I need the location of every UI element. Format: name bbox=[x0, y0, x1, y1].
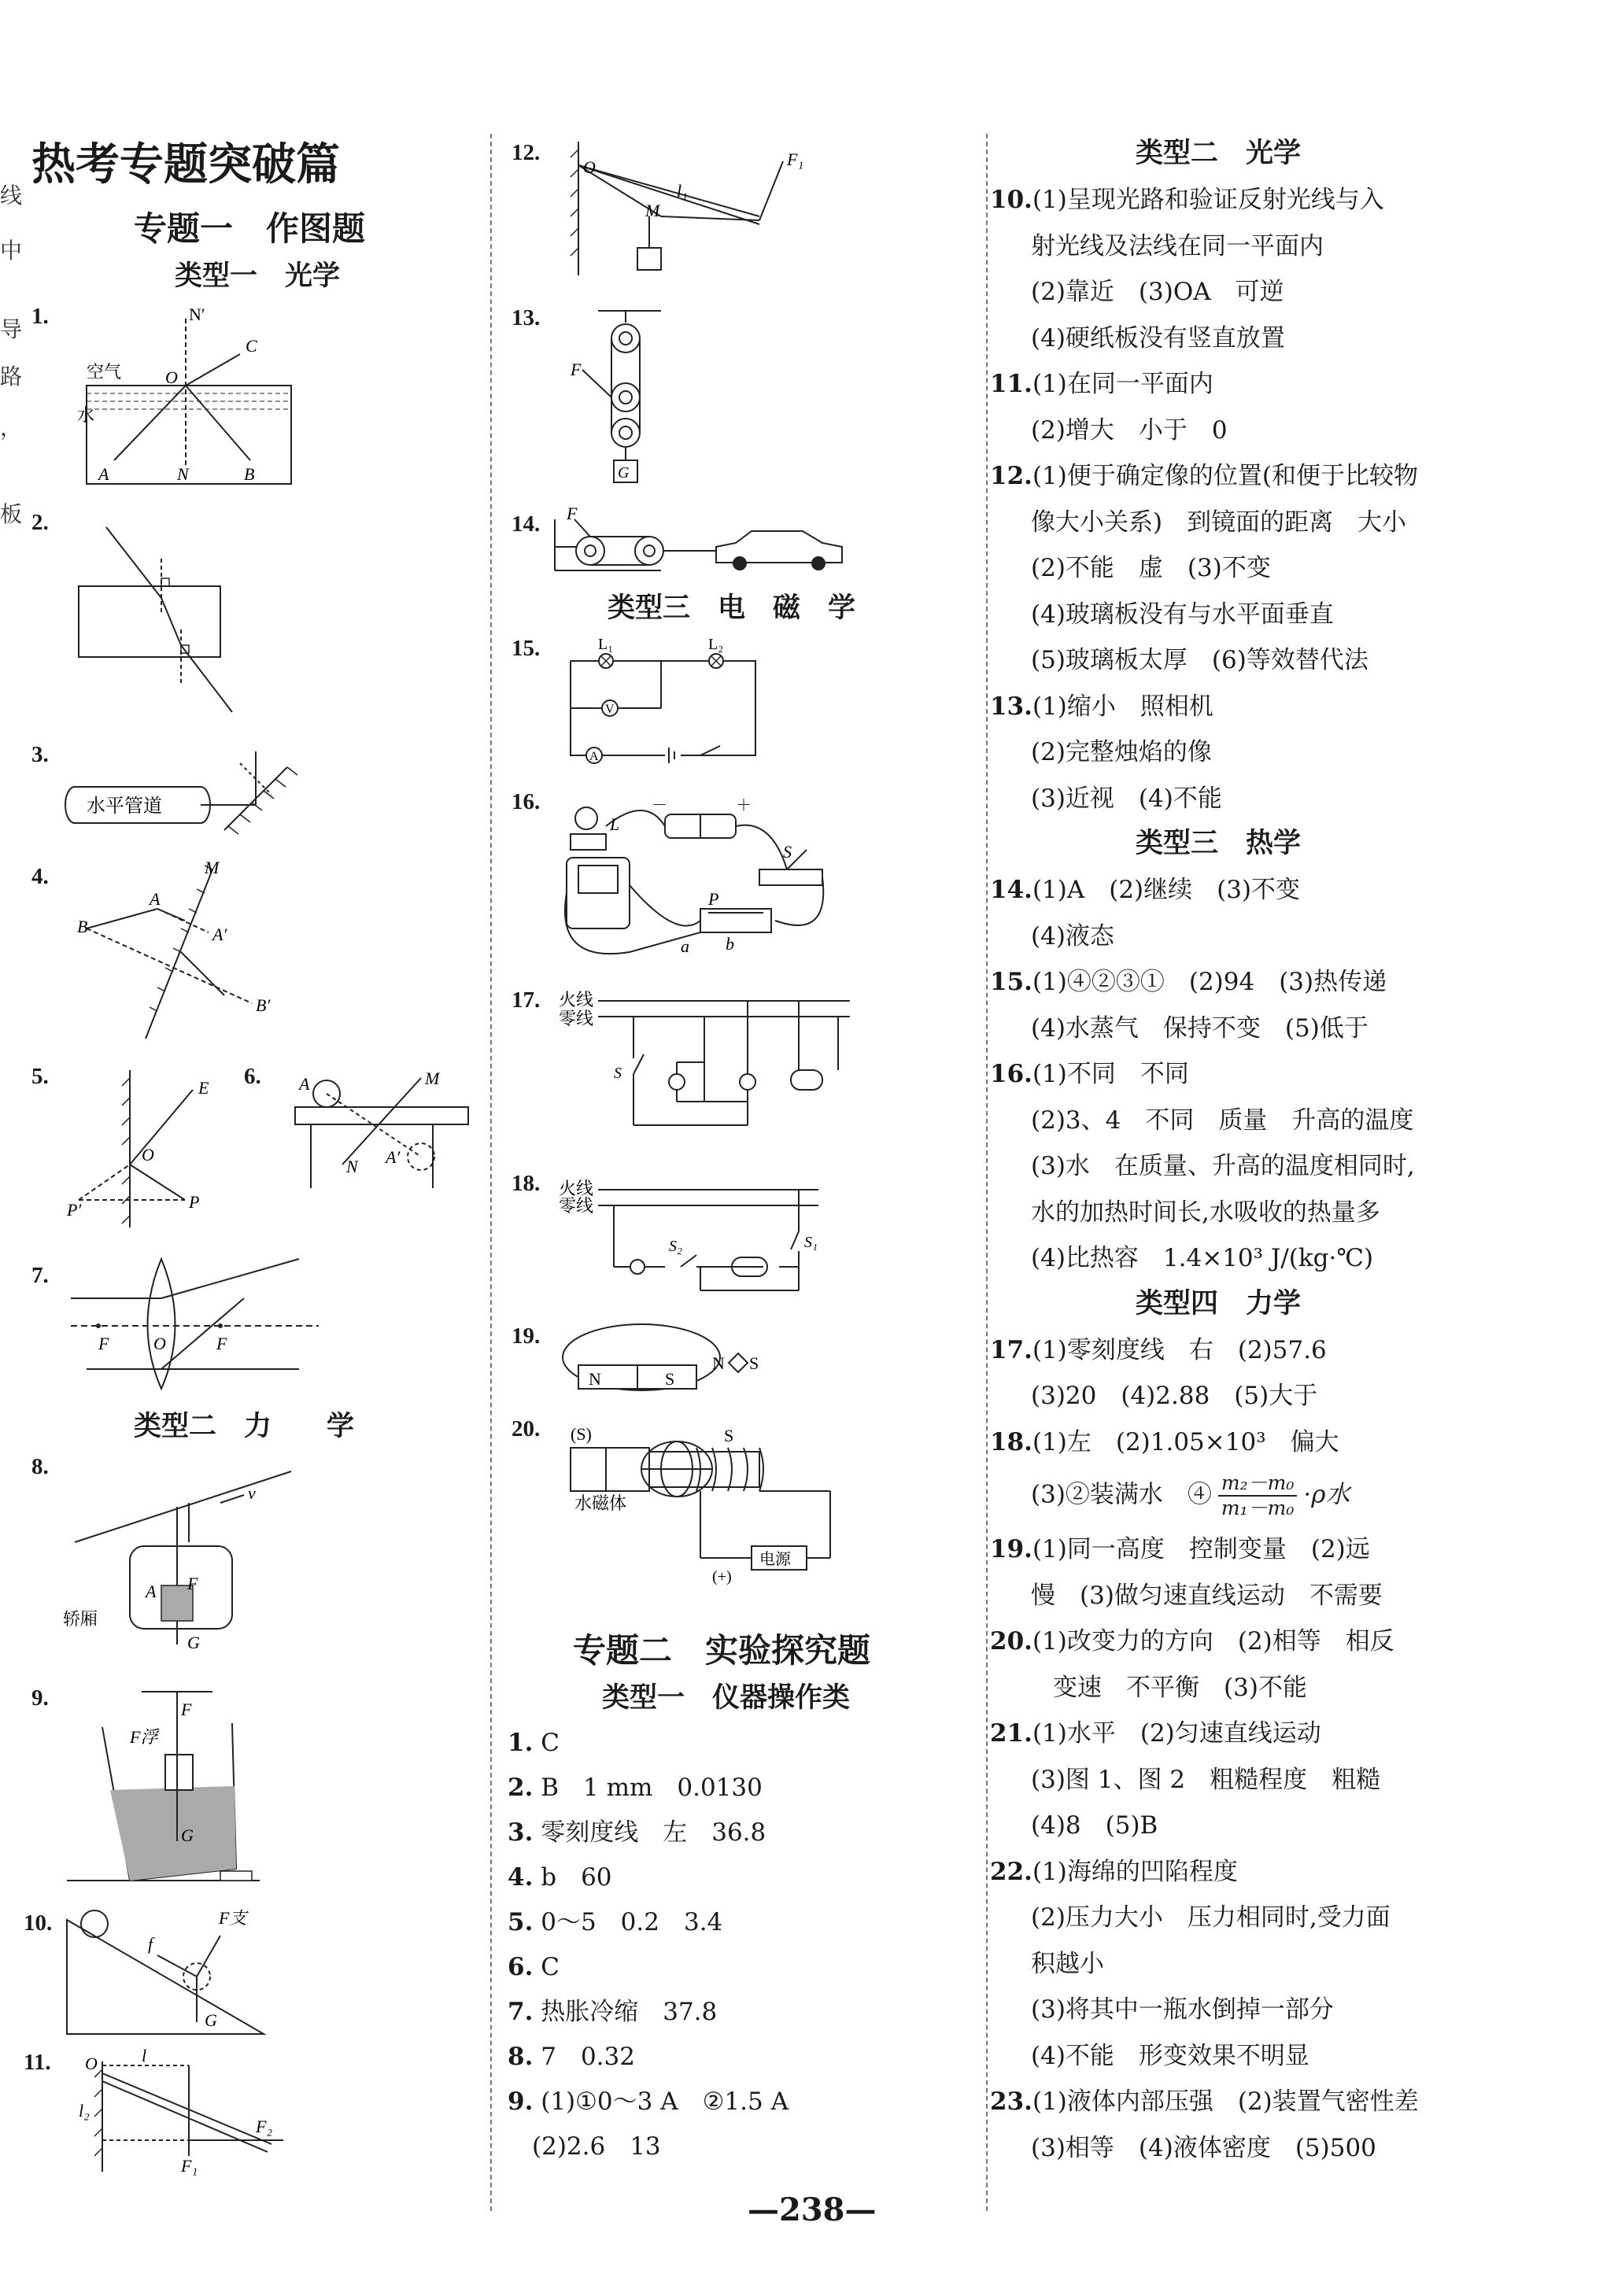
answer-text: (1)④②③① (2)94 (3)热传递 bbox=[1032, 968, 1387, 996]
figure-18-household-circuit bbox=[559, 1165, 826, 1298]
label-n: N bbox=[177, 464, 189, 484]
label-plus: (+) bbox=[712, 1568, 732, 1585]
answer-fraction-line bbox=[1031, 1471, 1350, 1520]
label-o: O bbox=[153, 1334, 166, 1353]
label-m: M bbox=[425, 1069, 440, 1088]
answer-number: 3. bbox=[508, 1818, 534, 1847]
label-p: P bbox=[708, 889, 719, 909]
answer-line bbox=[990, 177, 1384, 223]
answer-line bbox=[1031, 1373, 1317, 1419]
edge-fragment: 线 bbox=[0, 183, 23, 209]
answer-text: (1)液体内部压强 (2)装置气密性差 bbox=[1032, 2087, 1419, 2116]
answer-text: (1)A (2)继续 (3)不变 bbox=[1032, 876, 1301, 904]
label-f-buoy: F浮 bbox=[130, 1727, 158, 1747]
label-l1: l₁ bbox=[677, 181, 688, 201]
label-v: v bbox=[248, 1483, 256, 1503]
fraction-denominator: m₁－m₀ bbox=[1221, 1497, 1295, 1519]
label-n: N bbox=[589, 1369, 601, 1389]
figure-6-table-mirror bbox=[287, 1062, 476, 1204]
answer-text: (4)比热容 1.4×10³ J/(kg·℃) bbox=[1031, 1244, 1374, 1272]
label-l2: l₂ bbox=[79, 2101, 90, 2121]
answer-number: 10. bbox=[990, 186, 1032, 214]
answer-text: (4)液态 bbox=[1031, 921, 1114, 951]
answer-text: (2)不能 虚 (3)不变 bbox=[1031, 554, 1271, 582]
answer-line bbox=[1031, 408, 1228, 453]
answer-text: b 60 bbox=[533, 1863, 612, 1892]
label-water: 水 bbox=[77, 405, 95, 425]
label-c: C bbox=[246, 336, 257, 356]
answer-number: 7. bbox=[508, 1998, 534, 2026]
answer-number: 15. bbox=[990, 968, 1032, 996]
answer-number: 14. bbox=[990, 876, 1032, 904]
answer-row bbox=[508, 1720, 560, 1766]
answer-number: 11. bbox=[990, 370, 1032, 398]
label-air: 空气 bbox=[87, 362, 122, 382]
question-number: 1. bbox=[31, 304, 49, 329]
question-number: 4. bbox=[31, 864, 49, 889]
answer-line bbox=[990, 1051, 1189, 1097]
label-a: A bbox=[150, 889, 161, 909]
answer-number: 18. bbox=[990, 1427, 1032, 1456]
label-f: F bbox=[181, 1700, 192, 1719]
answer-text: (1)同一高度 控制变量 (2)远 bbox=[1032, 1535, 1370, 1563]
answer-text: 零刻度线 左 36.8 bbox=[533, 1818, 766, 1847]
label-f-support: F支 bbox=[219, 1908, 247, 1928]
page-title: 热考专题突破篇 bbox=[31, 139, 340, 190]
question-number: 3. bbox=[31, 742, 49, 767]
topic2-heading: 专题二 实验探究题 bbox=[573, 1631, 871, 1670]
answer-text: (1)呈现光路和验证反射光线与入 bbox=[1032, 186, 1384, 214]
answer-number: 2. bbox=[508, 1774, 534, 1802]
answer-line bbox=[1031, 1987, 1334, 2032]
label-o: O bbox=[142, 1145, 154, 1165]
answer-line bbox=[1031, 1006, 1368, 1051]
answer-line bbox=[990, 2079, 1419, 2124]
question-number: 10. bbox=[24, 1910, 53, 1936]
answer-text: (4)玻璃板没有与水平面垂直 bbox=[1031, 600, 1334, 629]
answer-text: B 1 mm 0.0130 bbox=[533, 1774, 763, 1802]
figure-17-household-circuit bbox=[559, 984, 858, 1141]
figure-13-pulley bbox=[559, 303, 677, 492]
label-plus: ＋ bbox=[736, 797, 752, 814]
type1-heading: 类型一 光学 bbox=[175, 260, 341, 292]
answer-line bbox=[1031, 2125, 1376, 2171]
type-a-heading: 类型一 仪器操作类 bbox=[602, 1681, 851, 1714]
answer-tail: ·ρ水 bbox=[1303, 1480, 1350, 1509]
answer-text: (1)在同一平面内 bbox=[1032, 370, 1213, 398]
figure-2-glass-block bbox=[71, 511, 252, 716]
question-number: 14. bbox=[512, 511, 541, 537]
answer-number: 5. bbox=[508, 1908, 534, 1936]
label-a-prime: A′ bbox=[386, 1147, 401, 1167]
figure-19-magnet bbox=[559, 1314, 779, 1401]
label-b: B bbox=[77, 917, 88, 936]
label-s2: S₂ bbox=[669, 1238, 682, 1255]
section-heading: 类型四 力学 bbox=[1136, 1286, 1302, 1320]
label-o: O bbox=[85, 2054, 98, 2073]
answer-number: 23. bbox=[990, 2087, 1032, 2116]
answer-text: (5)玻璃板太厚 (6)等效替代法 bbox=[1031, 646, 1368, 674]
question-number: 11. bbox=[24, 2050, 51, 2075]
label-minus: － bbox=[652, 797, 667, 814]
label-o: O bbox=[165, 367, 178, 387]
answer-text: (1)①0～3 A ②1.5 A bbox=[533, 2087, 789, 2116]
label-l2: L₂ bbox=[708, 636, 724, 653]
answer-text: (1)便于确定像的位置(和便于比较物 bbox=[1032, 462, 1418, 490]
answer-text: (1)海绵的凹陷程度 bbox=[1032, 1857, 1238, 1886]
answer-number: 6. bbox=[508, 1953, 534, 1981]
label-l: l bbox=[142, 2046, 147, 2065]
answer-text: (1)零刻度线 右 (2)57.6 bbox=[1032, 1335, 1327, 1364]
figure-20-electromagnet bbox=[563, 1416, 862, 1589]
section-heading: 类型二 光学 bbox=[1136, 137, 1302, 169]
answer-text: (4)水蒸气 保持不变 (5)低于 bbox=[1031, 1013, 1368, 1043]
answer-text: (4)8 (5)B bbox=[1031, 1811, 1158, 1840]
label-m: M bbox=[645, 201, 660, 220]
answer-line bbox=[1031, 1098, 1413, 1143]
label-f: F bbox=[567, 504, 578, 523]
answer-row bbox=[508, 1899, 722, 1945]
answer-text: (2)压力大小 压力相同时,受力面 bbox=[1031, 1903, 1391, 1932]
label-f2: F₂ bbox=[256, 2117, 273, 2136]
label-p-prime: P′ bbox=[67, 1200, 82, 1220]
answer-line bbox=[1031, 1573, 1383, 1619]
answer-text: (3)②装满水 ④ bbox=[1031, 1480, 1212, 1509]
label-power: 电源 bbox=[759, 1551, 791, 1568]
label-n-prime: N′ bbox=[189, 305, 205, 324]
pipe-label: 水平管道 bbox=[87, 796, 162, 817]
answer-text: 水的加热时间长,水吸收的热量多 bbox=[1031, 1198, 1380, 1227]
label-p: P bbox=[189, 1192, 200, 1212]
edge-fragment: ， bbox=[0, 415, 23, 441]
answer-text: (3)水 在质量、升高的温度相同时, bbox=[1031, 1152, 1415, 1180]
label-s: S bbox=[783, 842, 792, 862]
answer-line bbox=[1031, 1190, 1380, 1235]
figure-3-pipe bbox=[63, 736, 299, 846]
answer-number: 17. bbox=[990, 1335, 1032, 1364]
answer-text: C bbox=[533, 1729, 560, 1757]
answer-text: (1)缩小 照相机 bbox=[1032, 692, 1213, 721]
answer-line bbox=[990, 1711, 1321, 1756]
answer-line bbox=[990, 684, 1213, 729]
label-l1: L₁ bbox=[598, 636, 614, 653]
label-fire: 火线 bbox=[559, 990, 594, 1010]
figure-16-experiment bbox=[551, 783, 834, 972]
answer-text: C bbox=[533, 1953, 560, 1981]
label-n: N bbox=[346, 1157, 358, 1176]
answer-text: 0～5 0.2 3.4 bbox=[533, 1908, 723, 1936]
label-car: 轿厢 bbox=[63, 1609, 98, 1629]
question-number: 19. bbox=[512, 1323, 541, 1349]
label-s: S bbox=[724, 1426, 734, 1445]
question-number: 12. bbox=[512, 140, 541, 165]
label-s: S bbox=[665, 1369, 675, 1389]
label-magnet: 水磁体 bbox=[574, 1493, 627, 1513]
label-o: O bbox=[583, 157, 596, 177]
label-zero: 零线 bbox=[559, 1009, 594, 1028]
answer-text: (1)改变力的方向 (2)相等 相反 bbox=[1032, 1627, 1394, 1656]
figure-5-mirror bbox=[63, 1062, 228, 1235]
label-b: B bbox=[244, 464, 255, 484]
label-e: E bbox=[198, 1078, 209, 1098]
answer-text: (4)不能 形变效果不明显 bbox=[1031, 2041, 1309, 2070]
answer-number: 9. bbox=[508, 2087, 534, 2116]
label-l: L bbox=[610, 814, 620, 834]
answer-text: (1)水平 (2)匀速直线运动 bbox=[1032, 1719, 1321, 1748]
figure-8-cable-car bbox=[47, 1456, 299, 1660]
label-v: V bbox=[605, 703, 615, 716]
answer-row bbox=[508, 1855, 612, 1900]
figure-15-circuit bbox=[563, 633, 767, 775]
question-number: 6. bbox=[244, 1064, 261, 1089]
label-a: a bbox=[681, 936, 689, 956]
label-f1: F₁ bbox=[181, 2156, 198, 2176]
label-s: S bbox=[614, 1065, 622, 1082]
answer-line bbox=[990, 1619, 1394, 1664]
answer-text: (2)完整烛焰的像 bbox=[1031, 738, 1212, 766]
label-f2: F bbox=[216, 1334, 227, 1353]
column-divider bbox=[490, 134, 492, 2211]
label-b-prime: B′ bbox=[256, 995, 271, 1015]
answer-line bbox=[1031, 776, 1222, 821]
answer-line bbox=[990, 361, 1213, 407]
figure-11-lever bbox=[79, 2046, 299, 2176]
answer-number: 13. bbox=[990, 692, 1032, 721]
answer-line bbox=[990, 959, 1387, 1005]
question-number: 2. bbox=[31, 510, 49, 535]
answer-line bbox=[1031, 1143, 1415, 1189]
figure-4-mirror bbox=[71, 858, 299, 1046]
answer-text: (3)图 1、图 2 粗糙程度 粗糙 bbox=[1031, 1765, 1381, 1794]
answer-text: (1)不同 不同 bbox=[1032, 1060, 1189, 1088]
label-g: G bbox=[618, 464, 630, 482]
edge-fragment: 路 bbox=[0, 364, 23, 389]
question-number: 13. bbox=[512, 305, 541, 330]
label-f1: F₁ bbox=[787, 149, 804, 169]
answer-row bbox=[508, 1810, 766, 1855]
answer-number: 4. bbox=[508, 1863, 534, 1892]
fraction bbox=[1218, 1471, 1297, 1520]
answer-line bbox=[1031, 592, 1334, 637]
label-s1: S₁ bbox=[804, 1234, 818, 1251]
edge-fragment: 导 bbox=[0, 316, 23, 342]
answer-text: 7 0.32 bbox=[533, 2043, 635, 2071]
question-number: 7. bbox=[31, 1263, 49, 1288]
fraction-numerator: m₂－m₀ bbox=[1218, 1471, 1297, 1497]
label-b: b bbox=[726, 934, 734, 954]
question-number: 9. bbox=[31, 1685, 49, 1711]
answer-line bbox=[1031, 1757, 1380, 1803]
answer-row bbox=[508, 2124, 661, 2169]
answer-text: (4)硬纸板没有竖直放置 bbox=[1031, 323, 1285, 353]
answer-line bbox=[1031, 1941, 1104, 1987]
answer-row bbox=[508, 1944, 560, 1990]
answer-line bbox=[1031, 637, 1368, 683]
answer-line bbox=[1053, 1665, 1307, 1711]
answer-text: 热胀冷缩 37.8 bbox=[533, 1998, 718, 2026]
section-heading: 类型三 热学 bbox=[1136, 827, 1302, 859]
answer-line bbox=[1031, 729, 1212, 775]
edge-fragment: 板 bbox=[0, 501, 23, 527]
answer-text: (2)3、4 不同 质量 升高的温度 bbox=[1031, 1106, 1414, 1135]
answer-text: 积越小 bbox=[1031, 1949, 1104, 1978]
answer-text: 慢 (3)做匀速直线运动 不需要 bbox=[1031, 1581, 1383, 1610]
answer-text: (2)增大 小于 0 bbox=[1031, 415, 1228, 445]
answer-line bbox=[990, 867, 1300, 913]
type3-heading: 类型三 电 磁 学 bbox=[608, 592, 856, 624]
answer-row bbox=[508, 2079, 789, 2124]
label-g: G bbox=[205, 2010, 217, 2030]
answer-number: 20. bbox=[990, 1627, 1032, 1656]
label-m: M bbox=[205, 858, 220, 877]
type2-heading: 类型二 力 学 bbox=[134, 1410, 355, 1442]
edge-fragment: 中 bbox=[0, 238, 23, 264]
label-a-prime: A′ bbox=[212, 925, 227, 944]
question-number: 20. bbox=[512, 1416, 541, 1441]
label-a: A bbox=[299, 1074, 310, 1094]
label-s2: S bbox=[749, 1353, 759, 1373]
answer-text: (3)20 (4)2.88 (5)大于 bbox=[1031, 1382, 1318, 1410]
answer-line bbox=[990, 453, 1418, 499]
answer-line bbox=[990, 1526, 1370, 1572]
label-a: A bbox=[589, 750, 599, 763]
answer-text: (3)相等 (4)液体密度 (5)500 bbox=[1031, 2133, 1376, 2162]
label-f-friction: f bbox=[148, 1934, 153, 1954]
figure-12-lever bbox=[563, 134, 822, 283]
question-number: 18. bbox=[512, 1171, 541, 1196]
answer-row bbox=[508, 2034, 635, 2080]
answer-number: 22. bbox=[990, 1857, 1032, 1886]
answer-line bbox=[1031, 223, 1324, 269]
column-divider bbox=[986, 134, 988, 2211]
answer-text: 射光线及法线在同一平面内 bbox=[1031, 231, 1324, 260]
answer-line bbox=[1031, 914, 1114, 959]
answer-number: 1. bbox=[508, 1729, 534, 1757]
answer-number: 16. bbox=[990, 1060, 1032, 1088]
answer-line bbox=[1031, 1895, 1391, 1940]
label-g: G bbox=[181, 1825, 194, 1845]
question-number: 15. bbox=[512, 636, 541, 661]
label-s-paren: (S) bbox=[571, 1424, 592, 1444]
label-a: A bbox=[146, 1582, 157, 1601]
answer-text: (2)2.6 13 bbox=[508, 2132, 661, 2161]
answer-number: 21. bbox=[990, 1719, 1032, 1748]
answer-number: 12. bbox=[990, 462, 1032, 490]
answer-row bbox=[508, 1989, 717, 2035]
answer-text: 变速 不平衡 (3)不能 bbox=[1053, 1673, 1307, 1702]
answer-text: (3)近视 (4)不能 bbox=[1031, 784, 1222, 813]
answer-text: (1)左 (2)1.05×10³ 偏大 bbox=[1032, 1427, 1339, 1456]
answer-text: (2)靠近 (3)OA 可逆 bbox=[1031, 278, 1284, 306]
answer-text: 像大小关系) 到镜面的距离 大小 bbox=[1031, 508, 1407, 537]
answer-line bbox=[1031, 1803, 1158, 1848]
answer-line bbox=[1031, 269, 1284, 315]
answer-line bbox=[990, 1849, 1238, 1895]
answer-line bbox=[1031, 1235, 1373, 1281]
answer-line bbox=[1031, 545, 1271, 591]
label-a: A bbox=[98, 464, 109, 484]
figure-7-lens bbox=[63, 1251, 323, 1393]
answer-line bbox=[1031, 500, 1406, 545]
answer-line bbox=[990, 1419, 1339, 1465]
figure-1-refraction bbox=[71, 303, 307, 492]
label-f: F bbox=[187, 1574, 198, 1593]
figure-14-car-pulley bbox=[551, 504, 850, 578]
answer-line bbox=[1031, 2033, 1309, 2079]
label-f: F bbox=[571, 360, 582, 379]
answer-line bbox=[990, 1327, 1327, 1373]
topic1-heading: 专题一 作图题 bbox=[134, 209, 366, 248]
answer-number: 19. bbox=[990, 1535, 1032, 1563]
question-number: 5. bbox=[31, 1064, 49, 1089]
label-f1: F bbox=[98, 1334, 109, 1353]
answer-text: (3)将其中一瓶水倒掉一部分 bbox=[1031, 1995, 1334, 2024]
page-number: —238— bbox=[748, 2191, 877, 2228]
answer-line bbox=[1031, 316, 1285, 361]
label-fire: 火线 bbox=[559, 1179, 594, 1198]
question-number: 8. bbox=[31, 1454, 49, 1479]
label-g: G bbox=[187, 1633, 200, 1652]
figure-9-buoyancy bbox=[63, 1684, 268, 1888]
question-number: 16. bbox=[512, 789, 541, 814]
label-zero: 零线 bbox=[559, 1196, 594, 1216]
answer-number: 8. bbox=[508, 2043, 534, 2071]
question-number: 17. bbox=[512, 987, 541, 1013]
label-n2: N bbox=[712, 1353, 725, 1373]
answer-row bbox=[508, 1765, 763, 1811]
figure-10-incline bbox=[63, 1904, 275, 2042]
